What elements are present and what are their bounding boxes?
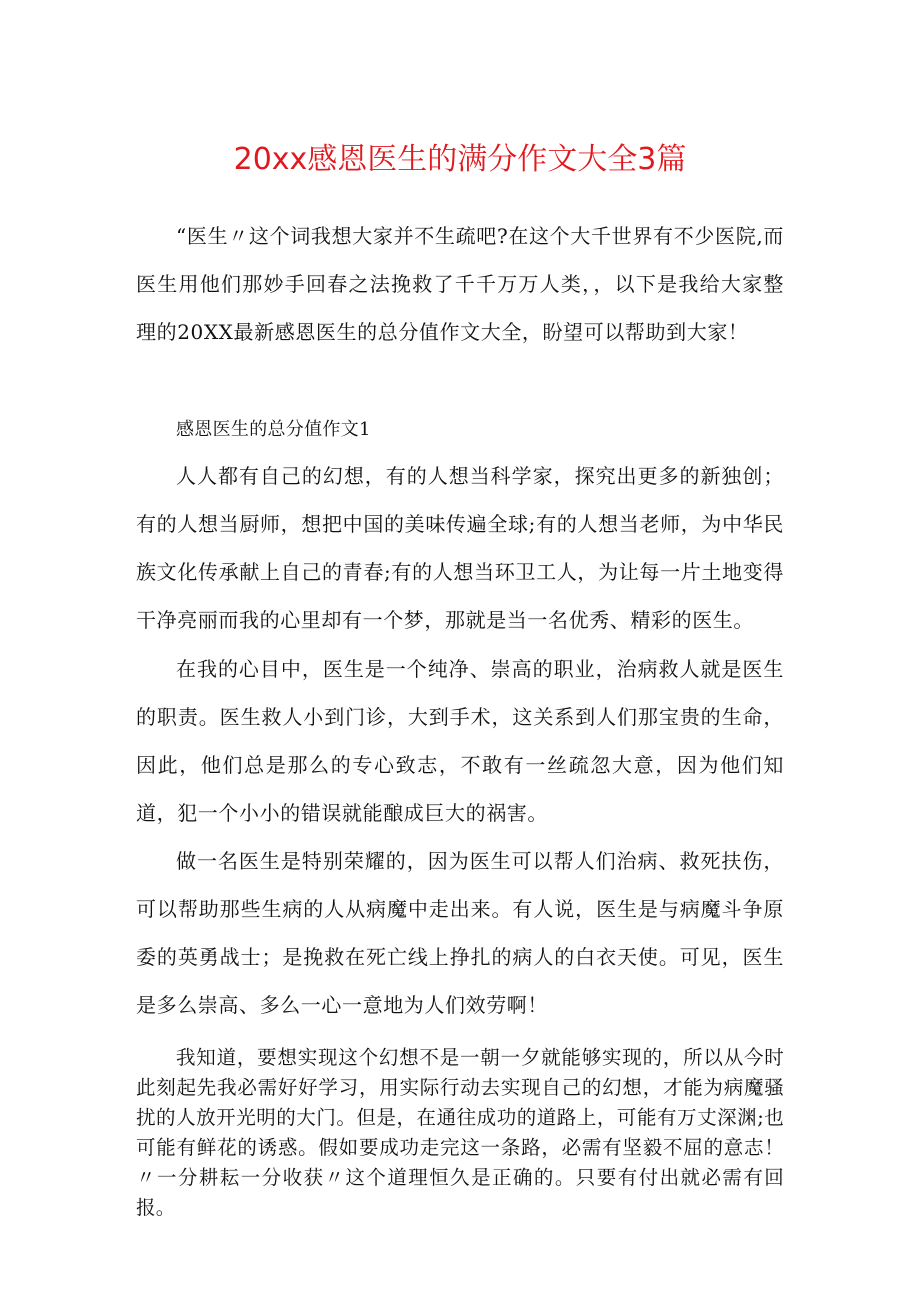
body-paragraph-3: 做一名医生是特别荣耀的，因为医生可以帮人们治病、救死扶伤，可以帮助那些生病的人从病魔中走出来。有人说，医生是与病魔斗争原委的英勇战士；是挽救在死亡线上挣扎的病人的白衣天使。可见，医生是多么崇高、多么一心一意地为人们效劳啊！: [136, 849, 784, 1017]
body-paragraph-2: 在我的心目中，医生是一个纯净、崇高的职业，治病救人就是医生的职责。医生救人小到门诊，大到手术，这关系到人们那宝贵的生命，因此，他们总是那么的专心致志，不敢有一丝疏忽大意，因为他们知道，犯一个小小的错误就能酿成巨大的祸害。: [136, 657, 784, 825]
body-paragraph-4: 我知道，要想实现这个幻想不是一朝一夕就能够实现的，所以从今时此刻起先我必需好好学习，用实际行动去实现自己的幻想，才能为病魔骚扰的人放开光明的大门。但是，在通往成功的道路上，可能有万丈深渊;也可能有鲜花的诱惑。假如要成功走完这一条路，必需有坚毅不屈的意志！〃一分耕耘一分收获〃这个道理恒久是正确的。只要有付出就必需有回报。: [136, 1046, 784, 1219]
section-heading: 感恩医生的总分值作文1: [176, 419, 371, 440]
document-title: 20xx感恩医生的满分作文大全3篇: [233, 142, 687, 177]
body-paragraph-1: 人人都有自己的幻想，有的人想当科学家，探究出更多的新独创；有的人想当厨师，想把中国的美味传遍全球;有的人想当老师，为中华民族文化传承献上自己的青春;有的人想当环卫工人，为让每一片土地变得干净亮丽而我的心里却有一个梦，那就是当一名优秀、精彩的医生。: [136, 464, 784, 632]
intro-paragraph: “医生〃这个词我想大家并不生疏吧?在这个大千世界有不少医院,而医生用他们那妙手回春之法挽救了千千万万人类，，以下是我给大家整理的20XX最新感恩医生的总分值作文大全，盼望可以帮助到大家！: [136, 224, 784, 344]
